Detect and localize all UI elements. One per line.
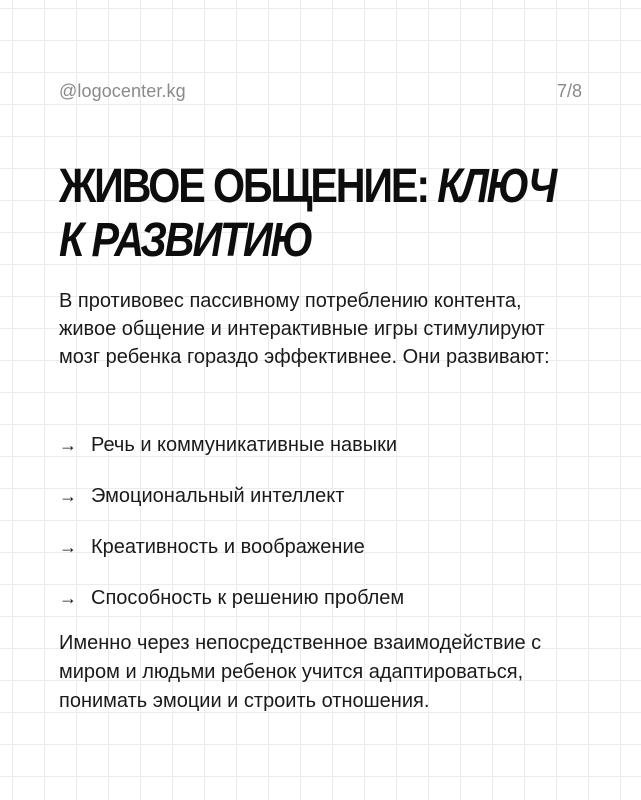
arrow-right-icon: → [59, 434, 77, 455]
title-regular-part: ЖИВОЕ ОБЩЕНИЕ: [59, 160, 438, 213]
list-item-text: Речь и коммуникативные навыки [91, 433, 398, 456]
title-italic-line: К РАЗВИТИЮ [59, 214, 312, 267]
arrow-right-icon: → [59, 587, 77, 608]
title-italic-part: КЛЮЧ [437, 160, 556, 213]
page-indicator: 7/8 [556, 81, 582, 101]
arrow-right-icon: → [59, 485, 77, 506]
list-item [59, 533, 404, 561]
list-item [59, 431, 404, 459]
list-item-text: Креативность и воображение [91, 535, 365, 558]
arrow-right-icon: → [59, 536, 77, 557]
intro-paragraph: В противовес пассивному потреблению контента, живое общение и интерактивные игры стимулируют мозг ребенка гораздо эффективнее. Они развивают: [59, 290, 550, 368]
outro-paragraph: Именно через непосредственное взаимодействие с миром и людьми ребенок учится адаптироваться, понимать эмоции и строить отношения. [59, 632, 542, 712]
slide-title [59, 160, 556, 268]
account-handle: @logocenter.kg [59, 81, 186, 101]
benefits-list [59, 431, 404, 635]
list-item-text: Способность к решению проблем [91, 586, 405, 609]
list-item-text: Эмоциональный интеллект [91, 484, 345, 507]
list-item [59, 584, 404, 612]
list-item [59, 482, 404, 510]
